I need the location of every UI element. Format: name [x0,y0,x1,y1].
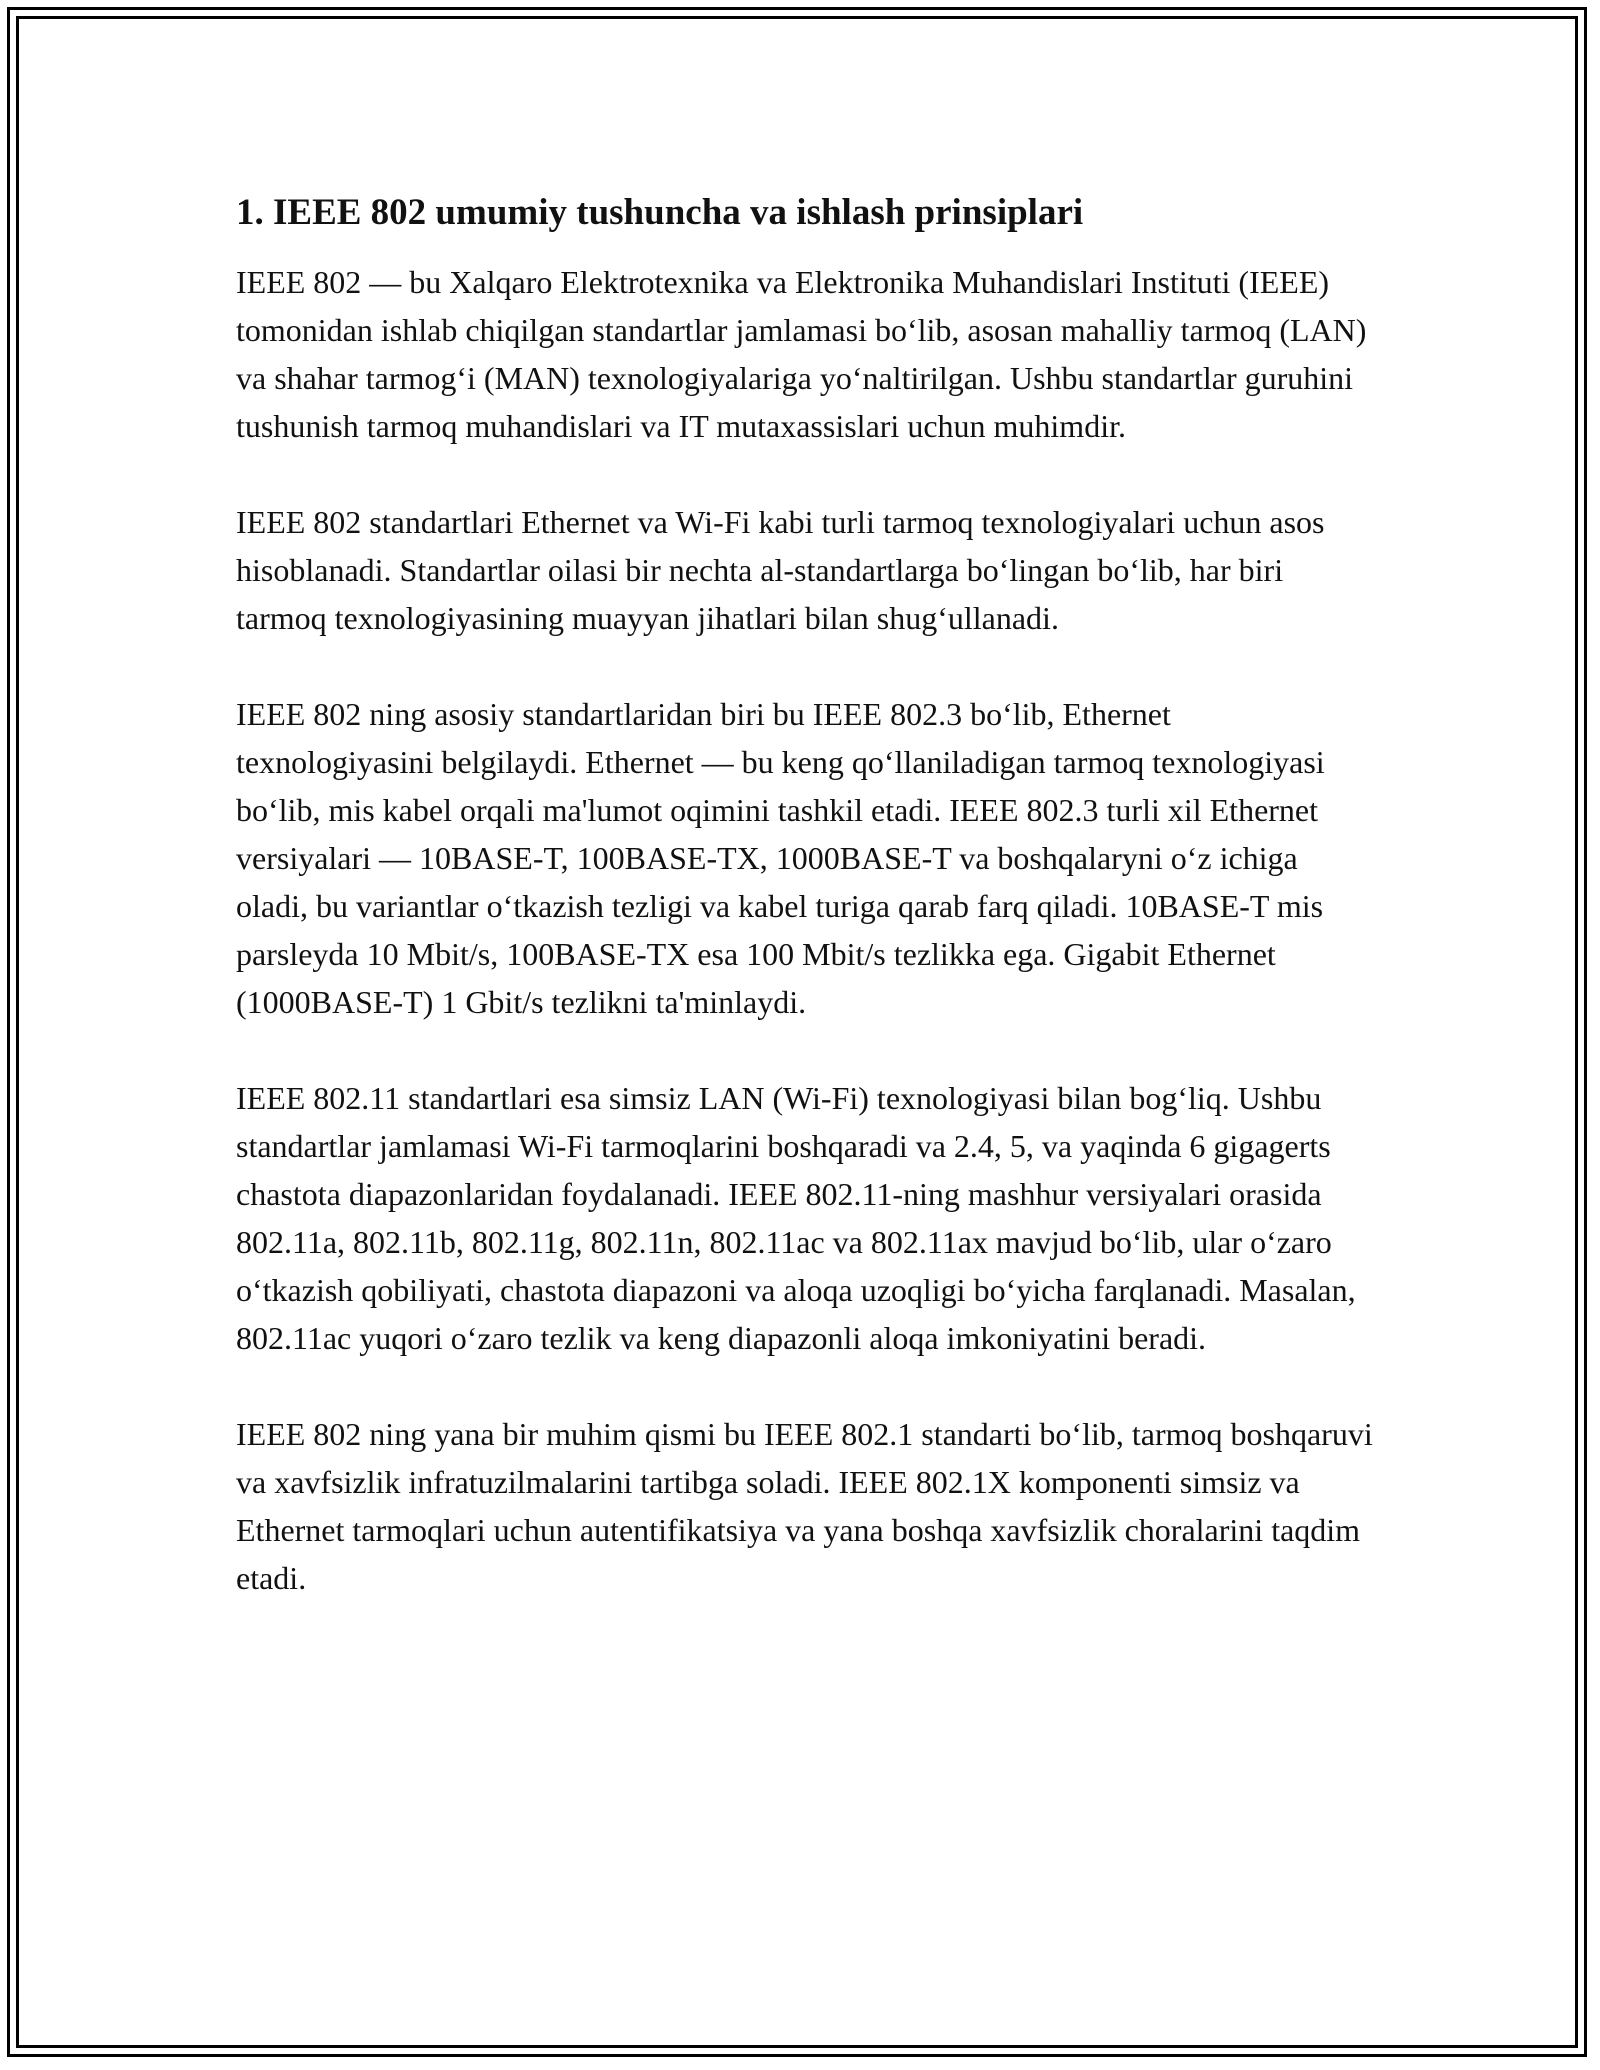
paragraph-standards-basis: IEEE 802 standartlari Ethernet va Wi-Fi kabi turli tarmoq texnologiyalari uchun asos hisoblanadi. Standartlar oilasi bir nechta al-standartlarga bo‘lingan bo‘lib, har biri tarmoq texnologiyasining muayyan jihatlari bilan shug‘ullanadi. [236,504,1325,636]
paragraph-ieee-802-11: IEEE 802.11 standartlari esa simsiz LAN (Wi-Fi) texnologiyasi bilan bog‘liq. Ushbu standartlar jamlamasi Wi-Fi tarmoqlarini boshqaradi va 2.4, 5, va yaqinda 6 gigagerts chastota diapazonlaridan foydalanadi. IEEE 802.11-ning mashhur versiyalari orasida 802.11a, 802.11b, 802.11g, 802.11n, 802.11ac va 802.11ax mavjud bo‘lib, ular o‘zaro o‘tkazish qobiliyati, chastota diapazoni va aloqa uzoqligi bo‘yicha farqlanadi. Masalan, 802.11ac yuqori o‘zaro tezlik va keng diapazonli aloqa imkoniyatini beradi. [236,1080,1356,1356]
paragraph-ieee-802-3: IEEE 802 ning asosiy standartlaridan biri bu IEEE 802.3 bo‘lib, Ethernet texnologiyasini belgilaydi. Ethernet — bu keng qo‘llaniladigan tarmoq texnologiyasi bo‘lib, mis kabel orqali ma'lumot oqimini tashkil etadi. IEEE 802.3 turli xil Ethernet versiyalari — 10BASE-T, 100BASE-TX, 1000BASE-T va boshqalaryni o‘z ichiga oladi, bu variantlar o‘tkazish tezligi va kabel turiga qarab farq qiladi. 10BASE-T mis parsleyda 10 Mbit/s, 100BASE-TX esa 100 Mbit/s tezlikka ega. Gigabit Ethernet (1000BASE-T) 1 Gbit/s tezlikni ta'minlaydi. [236,696,1325,1020]
paragraph-intro: IEEE 802 — bu Xalqaro Elektrotexnika va Elektronika Muhandislari Instituti (IEEE) tomonidan ishlab chiqilgan standartlar jamlamasi bo‘lib, asosan mahalliy tarmoq (LAN) va shahar tarmog‘i (MAN) texnologiyalariga yo‘naltirilgan. Ushbu standartlar guruhini tushunish tarmoq muhandislari va IT mutaxassislari uchun muhimdir. [236,264,1367,444]
document-body [236,188,1376,1602]
paragraph-ieee-802-1: IEEE 802 ning yana bir muhim qismi bu IEEE 802.1 standarti bo‘lib, tarmoq boshqaruvi va xavfsizlik infratuzilmalarini tartibga soladi. IEEE 802.1X komponenti simsiz va Ethernet tarmoqlari uchun autentifikatsiya va yana boshqa xavfsizlik choralarini taqdim etadi. [236,1416,1373,1596]
section-heading: 1. IEEE 802 umumiy tushuncha va ishlash prinsiplari [236,192,1084,233]
